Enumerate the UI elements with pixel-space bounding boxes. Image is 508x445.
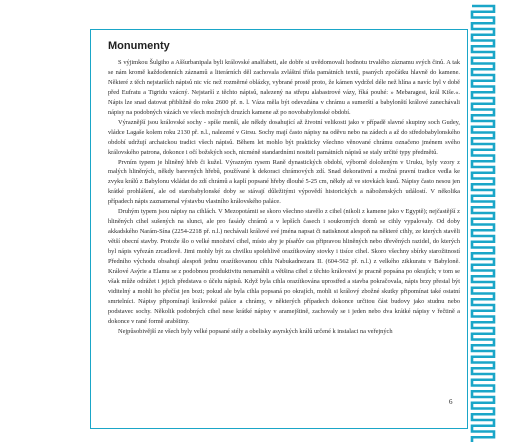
page-number: 6 [449,398,453,406]
document-body [108,40,460,337]
spiral-binding-icon [470,2,500,442]
paragraph-2: Výraznější jsou královské sochy - spíše menší, ale někdy dosahující až životní velikosti jako v případě slavné skupiny soch Gudey, vládce Lagaše kolem roku 2130 př. n.l., nalezené v Girsu. Sochy mají často nápisy na oděvu nebo na zádech a až do středobabylonského období udržují archaickou tradici všech nápisů. Během let mohlo být prakticky všechno věnované chrámu označeno jménem svého královského patrona, dokonce i očí božských soch, nicméně standardními nositeli památních nápisů se staly určité typy předmětů. [108,118,460,156]
paragraph-4: Druhým typem jsou nápisy na cihlách. V Mezopotámii se skoro všechno stavělo z cihel (nikoli z kamene jako v Egyptě); nejčastější z hliněných cihel sušených na slunci, ale pro fasády chrámů a v lepších časech i soukromých domů se cihly vypalovaly. Od doby akkadského Narám-Sína (2254-2218 př. n.l.) nechávali králové své jména napsat či natisknout alespoň na některé cihly, ze kterých stavěli větší obecní stavby. Protože šlo o velké množství cihel, místo aby je písařův cas připravou hliněných nebo dřevěných razidel, do kterých byl nápis vyřezán zrcadlově. Jimi mohly být za chvilku spolehlivě orazítkovány stovky i tisíce cihel. Skoro všechny sbírky starožitností Předního východu obsahují alespoň jednu orazítkovanou cihlu Nabukadnezara II. (604-562 př. n.l.) z velkého zikkuratu v Babyloně. Králové Asýrie a Elamu se z podobnou produktivitu nenamáhli a většina cihel z těchto království je pracně popsána po okrajích; v tom se však může odrážet i jejich představa o účelu nápisů. Když byla cihla orazítkována uprostřed a stavba pokračovala, nápis brzy přestal být viditelný a mohli ho přečíst jen bozi; pokud ale byla cihla popsaná po okrajích, mohli si králový zbožné skutky připomínat také ostatní smrtelníci. Nápisy připomínají královské paláce a chrámy, v některých případech dokonce určitou část budovy jako studnu nebo podstavec sochy. Několik podobných cihel nese krátké nápisy v aramejštině, zachovaly se i jeden nebo dva krátké nápisy v řečtině a dokonce v rané formě arabštiny. [108,208,460,325]
paragraph-1: S výjimkou Šulgiho a Aššurbanipala byli královské analfabeti, ale dobře si uvědomovali hodnotu trvalého záznamu svých činů. A tak se nám kromě každodenních záznamů a literárních děl zachovala zvláštní třída památních textů, psaných zpočátku hlavně do kamene. Některé z těch nejstarších nápisů nic víc než rozměrné oblázky, vybrané prostě proto, že kámen vydržel déle než hlína a navíc byl v době před Eufratu a Tigridu vzácný. Nejstarší z těchto nápisů, nalezený na střepu alabastrové vázy, říká pouhé: » Mebaragesi, král Kiše.«. Nápis lze snad datovat přibližně do roku 2600 př. n. l. Váza měla být odevzdána v chrámu a sumerští a babylonští králové zanechávali nápisy na podobných vázách ve všech možných druzích kamene až po novobabylonské období. [108,59,460,116]
paragraph-3: Prvním typem je hliněný hřeb či kužel. Výrazným rysem Raně dynastických období, výborně doloženým v Uruku, byly vzory z malých hliněných, někdy barevných hřebů, používané k dekoraci chrámových zdí. Snad dekorativní a možná pravní tradice vedla ke zvyku králů z Babylonu vkládat do zdí chrámů a kaplí popsané hřeby dlouhé 5-25 cm, někdy až ve stovkách kusů. Nápisy často nesou jen krátké prohlášení, ale od starobabylonské doby se stávají důležitými výpovědí historických a náboženských událostí. V několika případech nápis zaznamenal výstavbu vlastního královského paláce. [108,158,460,206]
page-title: Monumenty [108,40,170,52]
paragraph-5: Nejpůsobivější ze všech byly velké popsané stély a obelisky asyrských králů určené k instalaci na veřejných [118,327,393,335]
